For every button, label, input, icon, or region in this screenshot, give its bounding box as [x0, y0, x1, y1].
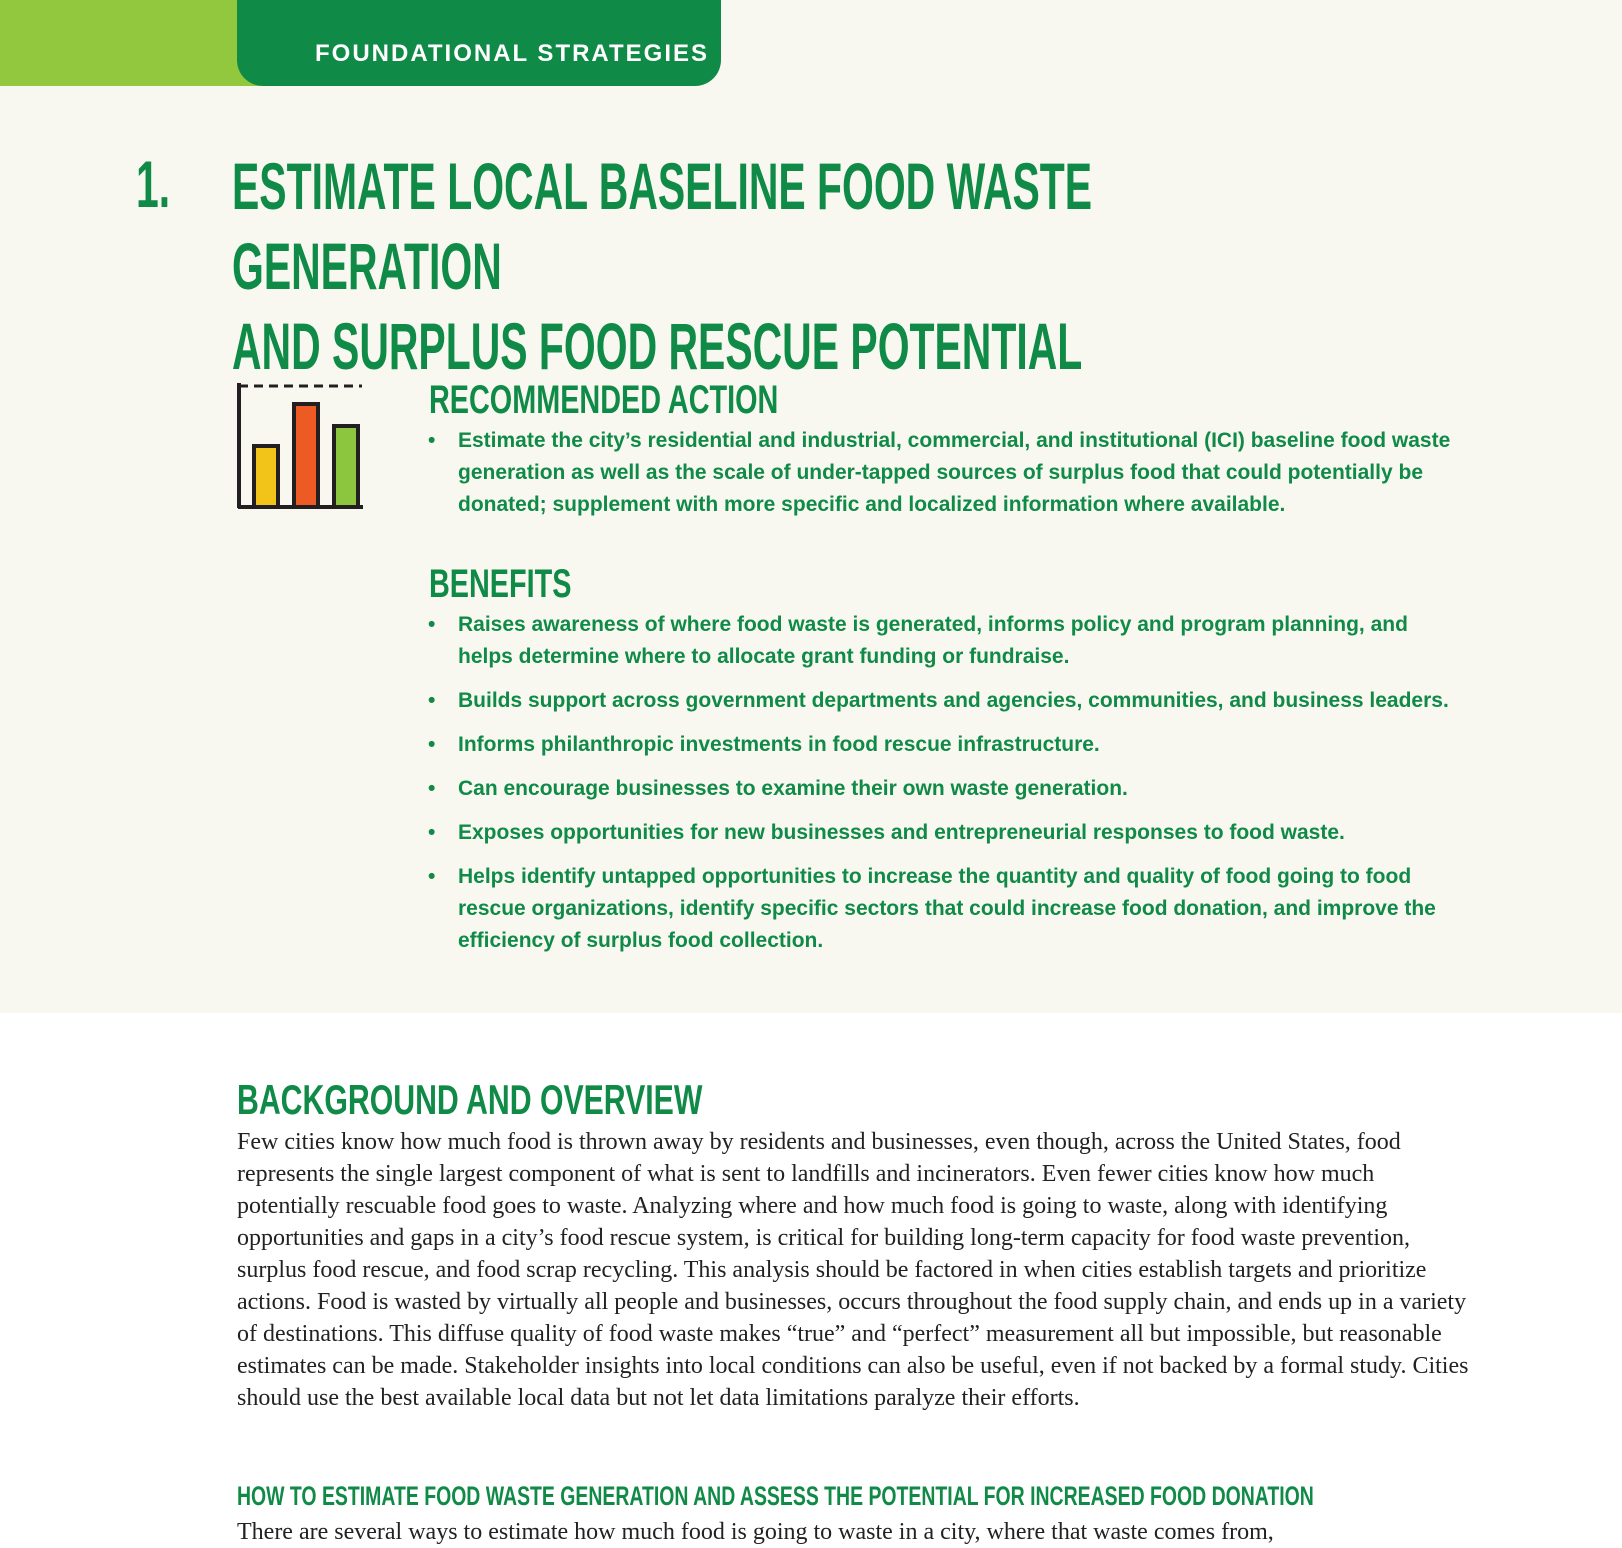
- how-to-heading: HOW TO ESTIMATE FOOD WASTE GENERATION AND ASSESS THE POTENTIAL FOR INCREASED FOOD DONATION: [237, 1481, 1314, 1511]
- section-tab: [237, 0, 721, 86]
- benefits-list: [428, 609, 1458, 969]
- recommended-action-item: • Estimate the city’s residential and industrial, commercial, and institutional (ICI) baseline food waste generation as well as the scale of under-tapped sources of surplus food that could potentially be donated; supplement with more specific and localized information where available.: [428, 425, 1458, 521]
- section-label: FOUNDATIONAL STRATEGIES: [315, 40, 709, 67]
- accent-bar: [0, 0, 275, 86]
- benefits-heading: BENEFITS: [429, 562, 572, 606]
- strategy-number: 1.: [136, 147, 171, 221]
- page-title-line-2: AND SURPLUS FOOD RESCUE POTENTIAL: [232, 309, 1083, 383]
- benefit-item: • Informs philanthropic investments in food rescue infrastructure.: [428, 729, 1458, 761]
- benefit-item: • Can encourage businesses to examine their own waste generation.: [428, 773, 1458, 805]
- recommended-action-heading: RECOMMENDED ACTION: [429, 378, 779, 422]
- page-title: [232, 146, 1224, 386]
- background-paragraph: Few cities know how much food is thrown away by residents and businesses, even though, across the United States, food represents the single largest component of what is sent to landfills and incinerators. Even fewer cities know how much potentially rescuable food goes to waste. Analyzing where and how much food is going to waste, along with identifying opportunities and gaps in a city’s food rescue system, is critical for building long-term capacity for food waste prevention, surplus food rescue, and food scrap recycling. This analysis should be factored in when cities establish targets and prioritize actions. Food is wasted by virtually all people and businesses, occurs throughout the food supply chain, and ends up in a variety of destinations. This diffuse quality of food waste makes “true” and “perfect” measurement all but impossible, but reasonable estimates can be made. Stakeholder insights into local conditions can also be useful, even if not backed by a formal study. Cities should use the best available local data but not let data limitations paralyze their efforts.: [237, 1129, 1469, 1411]
- background-heading: BACKGROUND AND OVERVIEW: [237, 1076, 703, 1123]
- bar-orange: [294, 404, 318, 507]
- recommended-action-list: [428, 425, 1458, 533]
- benefit-item: • Exposes opportunities for new businesses and entrepreneurial responses to food waste.: [428, 817, 1458, 849]
- bar-chart-icon: [236, 380, 366, 512]
- bar-yellow: [254, 446, 278, 507]
- page-title-line-1: ESTIMATE LOCAL BASELINE FOOD WASTE GENERATION: [232, 149, 1093, 303]
- bar-green: [334, 426, 358, 507]
- benefit-item: • Builds support across government departments and agencies, communities, and business leaders.: [428, 685, 1458, 717]
- benefit-item: • Helps identify untapped opportunities to increase the quantity and quality of food going to food rescue organizations, identify specific sectors that could increase food donation, and improve the efficiency of surplus food collection.: [428, 861, 1458, 957]
- benefit-item: • Raises awareness of where food waste is generated, informs policy and program planning, and helps determine where to allocate grant funding or fundraise.: [428, 609, 1458, 673]
- how-to-paragraph: There are several ways to estimate how much food is going to waste in a city, where that waste comes from,: [237, 1519, 1274, 1545]
